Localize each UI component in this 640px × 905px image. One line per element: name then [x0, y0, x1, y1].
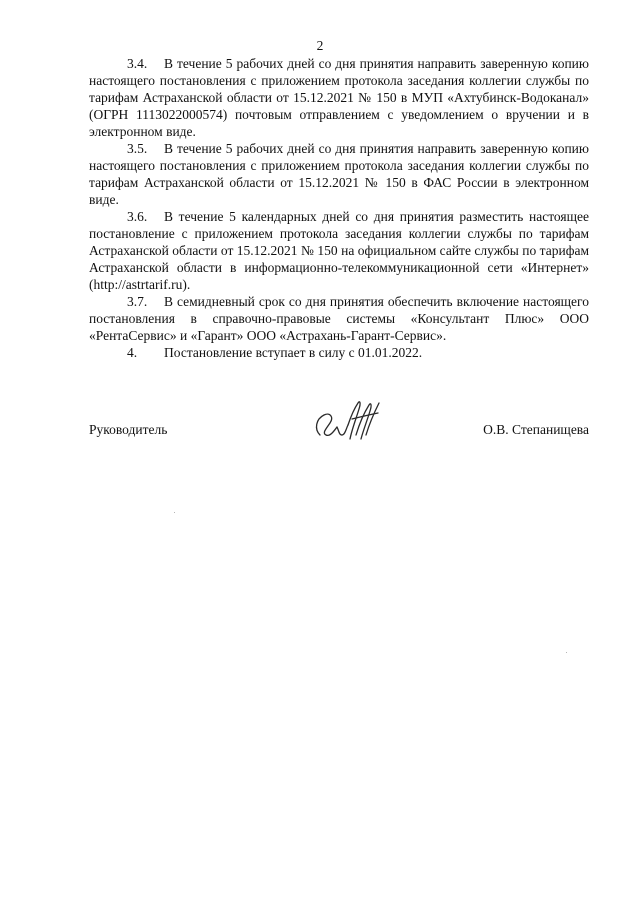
signatory-title: Руководитель	[89, 422, 168, 437]
paragraph-text: В течение 5 рабочих дней со дня принятия направить заверенную копию настоящего постановления с приложением протокола заседания коллегии службы по тарифам Астраханской области от 15.12.2021 № 150 в МУП «Ахтубинск-Водоканал» (ОГРН 1113022000574) почтовым отправлением с уведомлением о вручении и в электронном виде.	[89, 56, 589, 139]
scan-speck	[174, 512, 175, 513]
paragraph-text: В семидневный срок со дня принятия обеспечить включение настоящего постановления в справочно-правовые системы «Консультант Плюс» ООО «РентаСервис» и «Гарант» ООО «Астрахань-Гарант-Сервис».	[89, 294, 589, 343]
paragraph-3-5	[89, 140, 589, 208]
signatory-name: О.В. Степанищева	[483, 422, 589, 437]
paragraph-number: 4.	[127, 345, 138, 360]
paragraph-text: В течение 5 рабочих дней со дня принятия направить заверенную копию настоящего постановления с приложением протокола заседания коллегии службы по тарифам Астраханской области от 15.12.2021 № 150 в ФАС России в электронном виде.	[89, 141, 589, 207]
paragraph-number: 3.5.	[127, 141, 148, 156]
signature-block	[89, 422, 589, 442]
paragraph-3-4	[89, 55, 589, 140]
scan-speck	[566, 652, 567, 653]
paragraph-4	[89, 344, 589, 361]
page-number: 2	[316, 38, 324, 53]
paragraph-text: В течение 5 календарных дней со дня принятия разместить настоящее постановление с приложением протокола заседания коллегии службы по тарифам Астраханской области от 15.12.2021 № 150 на официальном сайте службы по тарифам Астраханской области в информационно-телекоммуникационной сети «Интернет» (http://astrtarif.ru).	[89, 209, 589, 292]
paragraph-number: 3.4.	[127, 56, 148, 71]
paragraph-number: 3.6.	[127, 209, 148, 224]
paragraph-text: Постановление вступает в силу с 01.01.2022.	[164, 345, 423, 360]
paragraph-3-6	[89, 208, 589, 293]
paragraph-number: 3.7.	[127, 294, 148, 309]
document-body	[89, 55, 589, 361]
paragraph-3-7	[89, 293, 589, 344]
